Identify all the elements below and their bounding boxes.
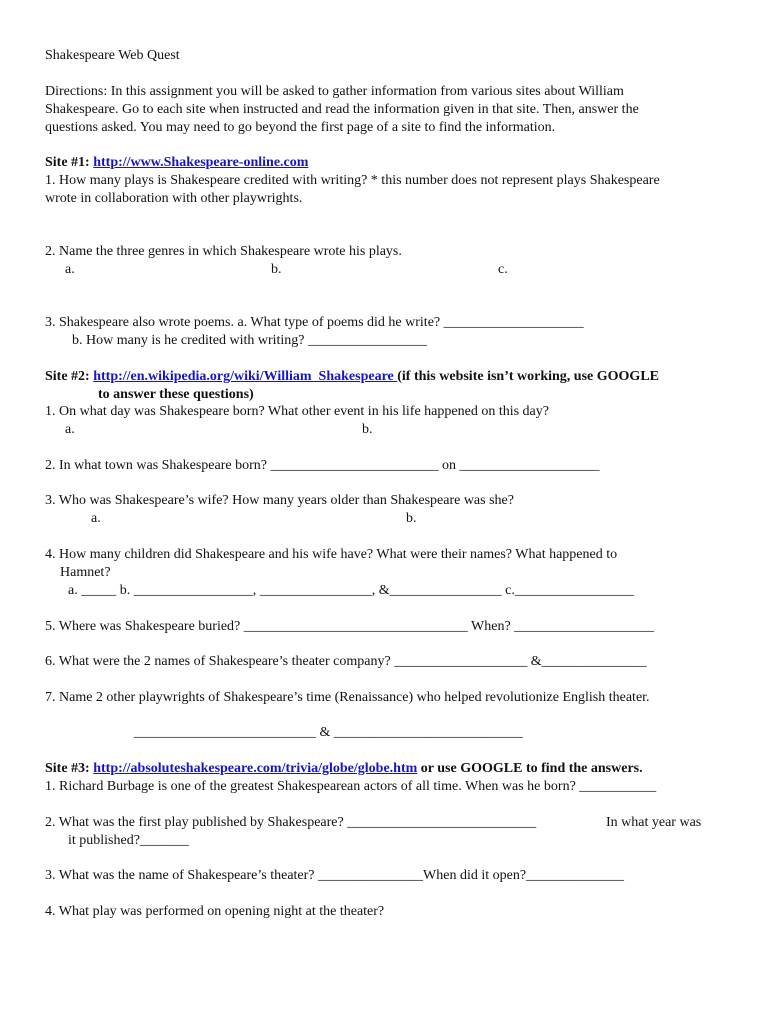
- site-2-question-7-blanks: __________________________ & ___________________________: [134, 725, 523, 740]
- site-3-question-1: 1. Richard Burbage is one of the greatest Shakespearean actors of all time. When was he born? ___________: [45, 779, 657, 794]
- directions-line-3: questions asked. You may need to go beyond the first page of a site to find the information.: [45, 120, 556, 135]
- site-1-question-2-answer-c: c.: [498, 262, 508, 277]
- site-1-question-2-answer-a: a.: [65, 262, 75, 277]
- site-3-question-2-line-2: it published?_______: [68, 833, 189, 848]
- site-2-question-4-line-1: 4. How many children did Shakespeare and his wife have? What were their names? What happened to: [45, 547, 618, 562]
- site-1-label: Site #1:: [45, 155, 94, 170]
- site-1-question-1-line-1: 1. How many plays is Shakespeare credited with writing? * this number does not represent plays Shakespeare: [45, 173, 660, 188]
- site-2-question-6: 6. What were the 2 names of Shakespeare’s theater company? ___________________ &_______________: [45, 654, 647, 669]
- site-2-heading: [45, 368, 659, 386]
- site-2-question-3-answer-b: b.: [406, 511, 417, 526]
- document-title: Shakespeare Web Quest: [45, 48, 180, 63]
- site-3-question-4: 4. What play was performed on opening night at the theater?: [45, 904, 385, 919]
- site-2-question-1-answer-a: a.: [65, 422, 75, 437]
- directions-line-1: Directions: In this assignment you will be asked to gather information from various sites about William: [45, 84, 624, 99]
- site-2-question-4-line-2: Hamnet?: [60, 565, 111, 580]
- site-2-note: (if this website isn’t working, use GOOGLE: [397, 369, 659, 384]
- site-2-question-2: 2. In what town was Shakespeare born? ________________________ on ____________________: [45, 458, 600, 473]
- site-3-question-2-year-prompt: In what year was: [606, 815, 702, 830]
- site-2-label: Site #2:: [45, 369, 94, 384]
- site-1-question-1-line-2: wrote in collaboration with other playwrights.: [45, 191, 303, 206]
- site-3-label: Site #3:: [45, 761, 94, 776]
- directions-line-2: Shakespeare. Go to each site when instructed and read the information given in that site. Then, answer the: [45, 102, 639, 117]
- site-2-question-4-answers: a. _____ b. _________________, ________________, &________________ c._________________: [68, 583, 634, 598]
- site-2-note-line-2: to answer these questions): [98, 387, 254, 402]
- site-2-question-5: 5. Where was Shakespeare buried? ________________________________ When? ____________________: [45, 619, 655, 634]
- site-1-question-2: 2. Name the three genres in which Shakespeare wrote his plays.: [45, 244, 402, 259]
- site-2-link[interactable]: http://en.wikipedia.org/wiki/William_Shakespeare: [93, 369, 398, 384]
- site-1-heading: [45, 154, 308, 172]
- site-2-question-1-answer-b: b.: [362, 422, 373, 437]
- site-3-question-3: 3. What was the name of Shakespeare’s theater? _______________When did it open?______________: [45, 868, 625, 883]
- site-3-link[interactable]: http://absoluteshakespeare.com/trivia/globe/globe.htm: [93, 761, 418, 776]
- site-2-question-7: 7. Name 2 other playwrights of Shakespeare’s time (Renaissance) who helped revolutionize English theater.: [45, 690, 650, 705]
- site-1-question-2-answer-b: b.: [271, 262, 282, 277]
- site-1-question-3: 3. Shakespeare also wrote poems. a. What type of poems did he write? ____________________: [45, 315, 584, 330]
- site-3-note: or use GOOGLE to find the answers.: [417, 761, 643, 776]
- site-3-heading: [45, 760, 643, 778]
- site-1-question-3-part-b: b. How many is he credited with writing? _________________: [72, 333, 428, 348]
- site-1-link[interactable]: http://www.Shakespeare-online.com: [93, 155, 309, 170]
- site-2-question-3-answer-a: a.: [91, 511, 101, 526]
- site-2-question-3: 3. Who was Shakespeare’s wife? How many years older than Shakespeare was she?: [45, 493, 514, 508]
- site-3-question-2: 2. What was the first play published by Shakespeare? ___________________________: [45, 815, 537, 830]
- site-2-question-1: 1. On what day was Shakespeare born? What other event in his life happened on this day?: [45, 404, 549, 419]
